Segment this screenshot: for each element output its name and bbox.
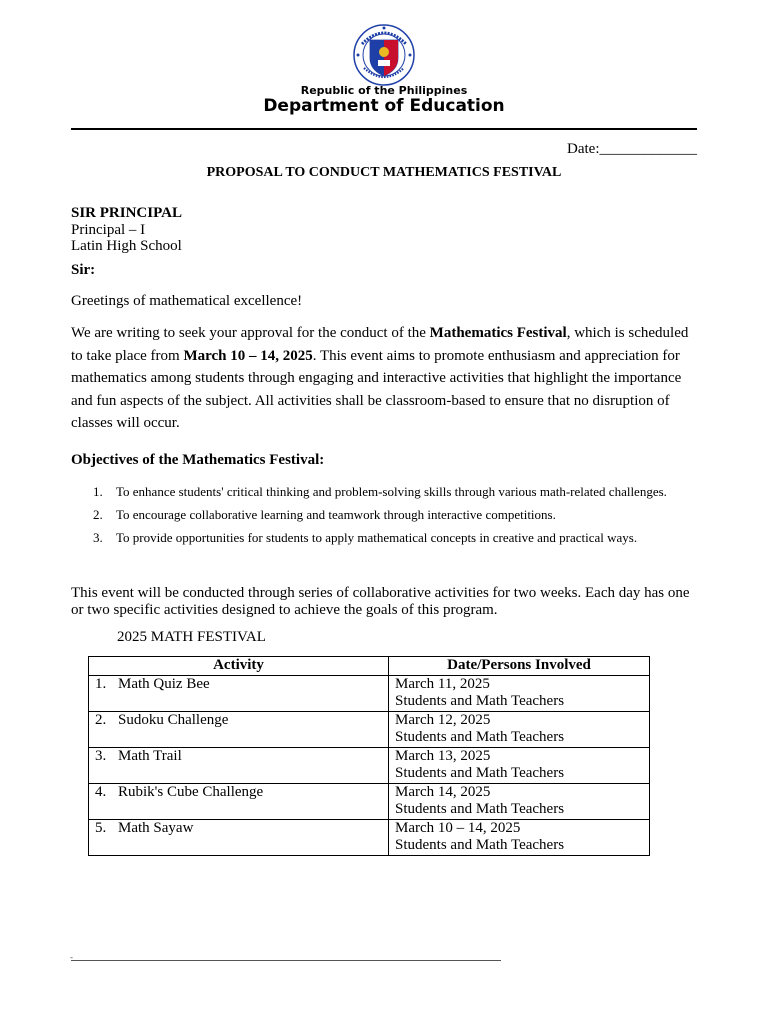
- objective-text: To enhance students' critical thinking and problem-solving skills through various math-related challenges.: [116, 484, 667, 499]
- festival-title: 2025 MATH FESTIVAL: [117, 629, 266, 645]
- objective-number: 2.: [93, 507, 103, 522]
- intro-paragraph: [71, 322, 701, 435]
- activity-date: March 11, 2025: [395, 675, 490, 692]
- table-row: [89, 783, 650, 819]
- table-header-row: [89, 657, 650, 676]
- intro-text-2: , which is scheduled to take place from: [71, 325, 689, 364]
- column-header-activity: Activity: [89, 657, 389, 676]
- greeting: Greetings of mathematical excellence!: [71, 293, 303, 309]
- header-divider: [71, 128, 697, 130]
- row-number: 3.: [95, 747, 107, 764]
- date-persons-cell: [389, 711, 650, 747]
- activity-persons: Students and Math Teachers: [395, 837, 565, 853]
- objective-number: 3.: [93, 530, 103, 545]
- date-persons-cell: [389, 819, 650, 855]
- footer-mark: -: [70, 952, 73, 962]
- activity-persons: Students and Math Teachers: [395, 765, 565, 781]
- intro-festival-name: Mathematics Festival: [429, 325, 567, 341]
- activity-name: Math Quiz Bee: [118, 675, 210, 692]
- objective-item: [71, 528, 691, 548]
- activity-date: March 12, 2025: [395, 711, 491, 728]
- activity-date: March 13, 2025: [395, 747, 491, 764]
- table-row: [89, 675, 650, 711]
- table-row: [89, 747, 650, 783]
- proposal-title: PROPOSAL TO CONDUCT MATHEMATICS FESTIVAL: [206, 165, 562, 180]
- objective-text: To provide opportunities for students to apply mathematical concepts in creative and practical ways.: [116, 530, 638, 545]
- activity-date: March 14, 2025: [395, 783, 491, 800]
- activity-persons: Students and Math Teachers: [395, 801, 565, 817]
- salutation: Sir:: [71, 262, 96, 278]
- schedule-table: [88, 656, 650, 856]
- row-number: 2.: [95, 711, 107, 728]
- activity-persons: Students and Math Teachers: [395, 729, 565, 745]
- activity-cell: [89, 711, 389, 747]
- date-persons-cell: [389, 747, 650, 783]
- objectives-heading: Objectives of the Mathematics Festival:: [71, 452, 325, 468]
- recipient-school: Latin High School: [71, 238, 182, 254]
- activity-name: Sudoku Challenge: [118, 711, 229, 728]
- objective-item: [71, 505, 691, 525]
- recipient-position: Principal – I: [71, 221, 146, 238]
- objective-number: 1.: [93, 484, 103, 499]
- activity-cell: [89, 747, 389, 783]
- activity-cell: [89, 783, 389, 819]
- intro-text-1: We are writing to seek your approval for the conduct of the: [71, 325, 430, 341]
- intro-festival-dates: March 10 – 14, 2025: [183, 347, 313, 364]
- date-line: Date:_____________: [567, 141, 697, 157]
- objectives-list: [71, 482, 691, 551]
- intro-text-3: . This event aims to promote enthusiasm and appreciation for mathematics among students through engaging and interactive activities that highlight the importance and fun aspects of the subject. All activities shall be classroom-based to ensure that no disruption of classes will occur.: [71, 347, 682, 431]
- department-heading: Department of Education: [263, 96, 505, 116]
- recipient-name: SIR PRINCIPAL: [71, 205, 182, 221]
- activity-name: Math Trail: [118, 747, 182, 764]
- column-header-date-persons: Date/Persons Involved: [389, 657, 650, 676]
- activity-name: Math Sayaw: [118, 819, 194, 836]
- objective-text: To encourage collaborative learning and teamwork through interactive competitions.: [116, 507, 556, 522]
- date-persons-cell: [389, 675, 650, 711]
- date-persons-cell: [389, 783, 650, 819]
- row-number: 1.: [95, 675, 107, 692]
- activity-persons: Students and Math Teachers: [395, 693, 565, 709]
- table-row: [89, 819, 650, 855]
- table-row: [89, 711, 650, 747]
- row-number: 4.: [95, 783, 107, 800]
- objective-item: [71, 482, 691, 502]
- activity-name: Rubik's Cube Challenge: [118, 783, 264, 800]
- recipient-block: [71, 205, 182, 255]
- activity-date: March 10 – 14, 2025: [395, 819, 521, 836]
- footer-divider: [71, 960, 501, 961]
- republic-heading: Republic of the Philippines: [300, 84, 468, 97]
- schedule-paragraph: This event will be conducted through series of collaborative activities for two weeks. Each day has one or two specific activities designed to achieve the goals of this program.: [71, 585, 690, 618]
- deped-seal-logo: [348, 24, 420, 86]
- activity-cell: [89, 675, 389, 711]
- activity-cell: [89, 819, 389, 855]
- row-number: 5.: [95, 819, 107, 836]
